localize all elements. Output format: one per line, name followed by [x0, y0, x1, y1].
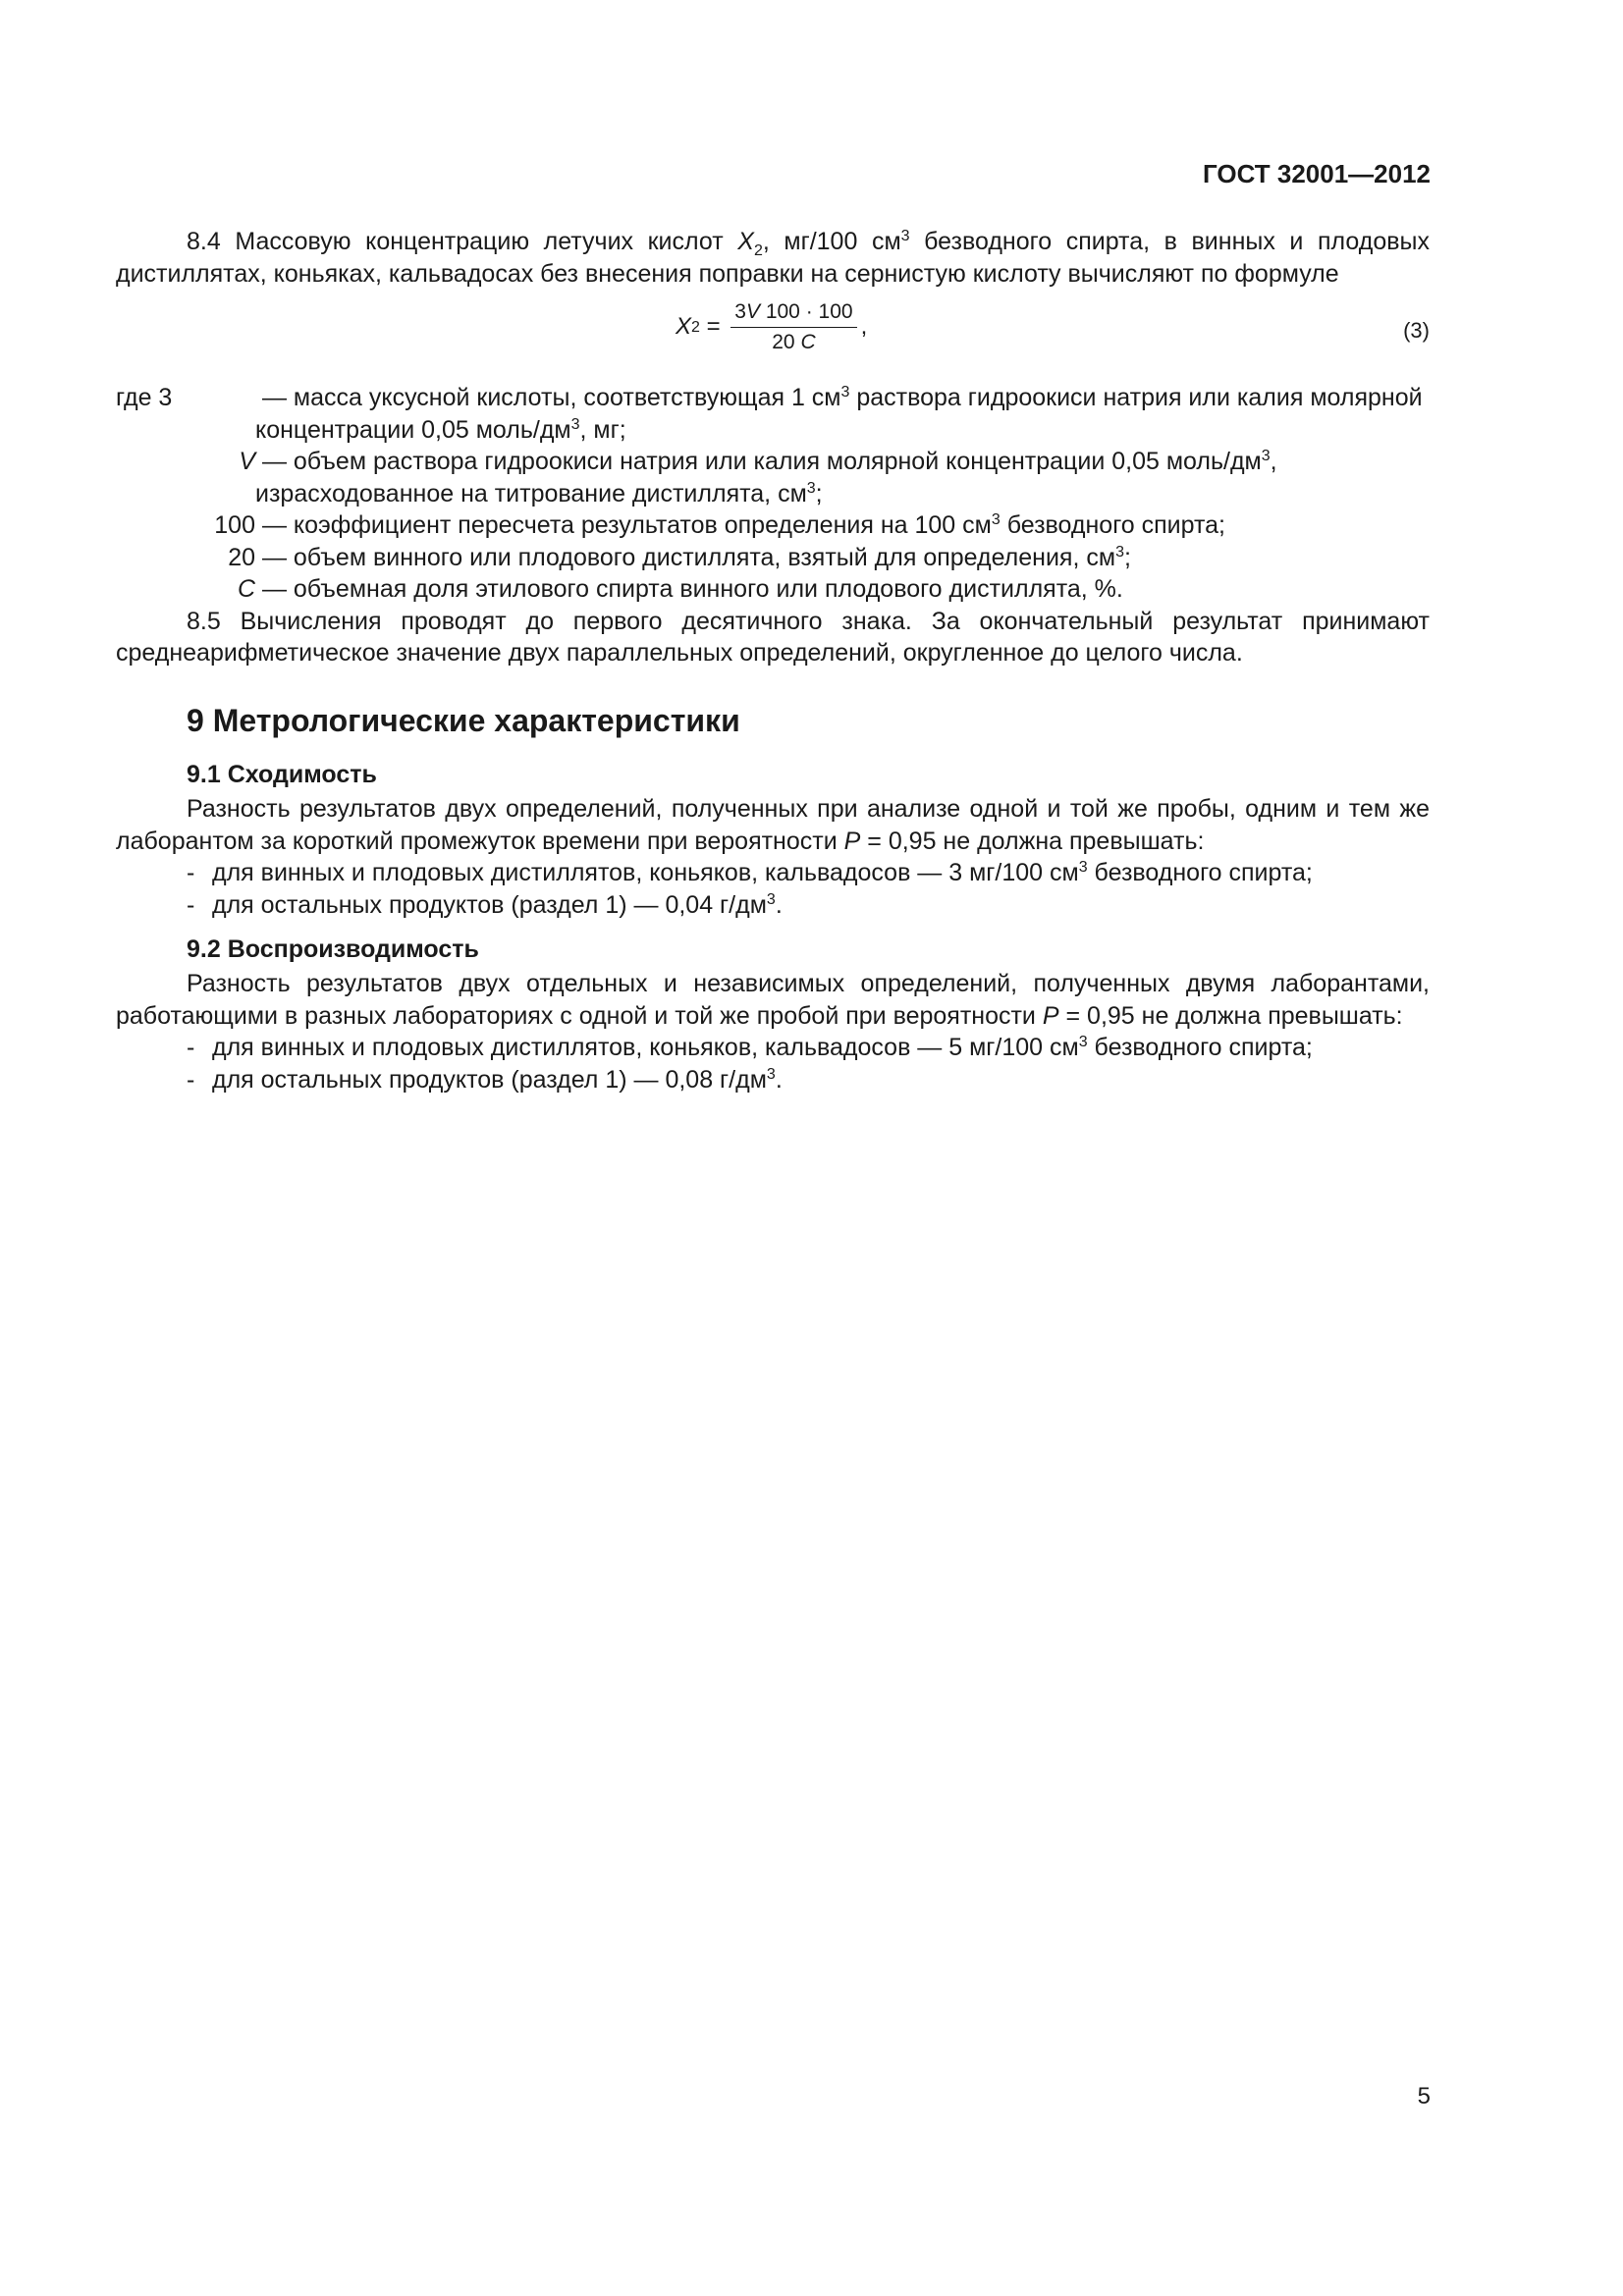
bullet-dash: -: [187, 859, 195, 886]
list-item-text: [212, 1064, 783, 1096]
dash: —: [255, 543, 294, 571]
clause-9-1-text: [116, 793, 1430, 857]
text-span: раствора гидроокиси натрия или калия молярной концентрации 0,05 моль/дм: [255, 384, 1423, 444]
den-var-c: C: [800, 331, 816, 353]
formula-3: X 2 = $\frac{3V 100 \cdot 100}{20 C}$ ,: [676, 297, 867, 357]
superscript: 3: [900, 228, 910, 244]
definition-text: [255, 446, 1430, 509]
text-span: = 0,95 не должна превышать:: [860, 827, 1205, 855]
formula-lhs-var: X: [676, 313, 692, 341]
clause-8-5: 8.5 Вычисления проводят до первого десятичного знака. За окончательный результат принимают среднеарифметическое значение двух параллельных определений, округленное до целого числа.: [116, 607, 1430, 667]
page-number: 5: [1417, 2083, 1431, 2109]
definition-v: [116, 446, 1430, 509]
equation-number: (3): [1403, 318, 1430, 343]
superscript: 3: [991, 511, 1001, 528]
variable-p: P: [843, 827, 861, 855]
superscript: 3: [766, 890, 776, 908]
text-span: для остальных продуктов (раздел 1) — 0,08 г/дм: [212, 1065, 767, 1094]
bullet-dash: -: [187, 1065, 195, 1094]
definition-symbol: где 3: [116, 384, 173, 411]
superscript: 3: [1078, 1034, 1088, 1050]
list-item: [116, 1032, 1430, 1064]
list-item-text: [212, 889, 783, 922]
text-span: масса уксусной кислоты, соответствующая 1 см: [293, 384, 841, 411]
variable-x: X: [737, 228, 754, 255]
definition-20: [116, 542, 1430, 574]
subsection-9-2-title: 9.2 Воспроизводимость: [187, 935, 479, 963]
text-span: ;: [1123, 543, 1131, 571]
text-span: безводного спирта;: [1087, 859, 1313, 886]
text-span: объем раствора гидроокиси натрия или калия молярной концентрации 0,05 моль/дм: [293, 448, 1262, 475]
formula-numerator: [730, 297, 856, 328]
definition-text: [255, 509, 1430, 542]
definition-symbol: [116, 446, 255, 509]
dash: —: [255, 384, 294, 411]
list-item: [116, 857, 1430, 889]
symbol-v: V: [239, 448, 255, 475]
num-var-v: V: [745, 300, 760, 323]
dash: —: [255, 575, 294, 603]
text-span: ;: [815, 479, 823, 507]
text-span: 8.4 Массовую концентрацию летучих кислот: [187, 228, 738, 255]
bullet-dash: -: [187, 1034, 195, 1061]
formula-comma: ,: [860, 313, 868, 341]
subsection-9-1-title: 9.1 Сходимость: [187, 761, 377, 788]
superscript: 3: [1261, 448, 1271, 464]
definition-symbol: [116, 573, 255, 606]
formula-denominator: [768, 328, 819, 357]
superscript: 3: [840, 384, 850, 400]
text-span: Разность результатов двух определений, полученных при анализе одной и той же пробы, одним и тем же лаборантом за короткий промежуток времени при вероятности: [116, 795, 1430, 855]
text-span: = 0,95 не должна превышать:: [1058, 1001, 1403, 1030]
num-part: 100 · 100: [759, 300, 853, 323]
definition-c: [116, 573, 1430, 606]
definition-100: [116, 509, 1430, 542]
text-span: , мг/100 см: [762, 228, 901, 255]
definition-text: [255, 542, 1430, 574]
list-item-text: [212, 1032, 1313, 1064]
superscript: 3: [806, 479, 816, 497]
text-span: объемная доля этилового спирта винного или плодового дистиллята, %.: [293, 575, 1123, 603]
clause-8-4: [116, 226, 1430, 290]
text-span: .: [775, 1065, 783, 1094]
body-text: [116, 226, 1430, 1095]
definition-text: [255, 382, 1430, 446]
superscript: 3: [1115, 543, 1124, 561]
superscript: 3: [766, 1065, 776, 1083]
list-item: [116, 889, 1430, 922]
num-part: 3: [734, 300, 746, 323]
text-span: Разность результатов двух отдельных и независимых определений, полученных двумя лаборантами, работающими в разных лабораториях с одной и той же пробой при вероятности: [116, 970, 1430, 1030]
definition-symbol: 100: [214, 511, 255, 539]
definition-symbol: 20: [228, 543, 255, 571]
text-span: безводного спирта;: [1087, 1034, 1313, 1061]
dash: —: [255, 511, 294, 539]
variable-p: P: [1042, 1001, 1059, 1030]
superscript: 3: [1078, 859, 1088, 876]
text-span: коэффициент пересчета результатов определения на 100 см: [293, 511, 992, 539]
text-span: .: [775, 890, 783, 919]
formula-row: [116, 295, 1430, 372]
section-9-title: 9 Метрологические характеристики: [187, 702, 740, 738]
clause-9-2-text: [116, 968, 1430, 1032]
formula-equals: =: [699, 313, 728, 341]
superscript: 3: [570, 415, 580, 433]
list-item: [116, 1064, 1430, 1096]
bullet-dash: -: [187, 890, 195, 919]
subscript: 2: [753, 242, 763, 259]
text-span: , израсходованное на титрование дистиллята, см: [255, 448, 1277, 507]
formula-fraction: [730, 297, 856, 357]
list-item-text: [212, 857, 1313, 889]
document-code: ГОСТ 32001—2012: [1203, 159, 1431, 188]
text-span: , мг;: [579, 415, 626, 444]
text-span: объем винного или плодового дистиллята, взятый для определения, см: [293, 543, 1116, 571]
text-span: безводного спирта, в винных и плодовых дистиллятах, коньяках, кальвадосах без внесения поправки на сернистую кислоту вычисляют по формуле: [116, 228, 1430, 288]
text-span: для остальных продуктов (раздел 1) — 0,04 г/дм: [212, 890, 767, 919]
text-span: для винных и плодовых дистиллятов, коньяков, кальвадосов — 5 мг/100 см: [212, 1034, 1079, 1061]
definition-3: [116, 382, 1430, 446]
definition-text: [255, 573, 1430, 606]
dash: —: [255, 448, 294, 475]
text-span: для винных и плодовых дистиллятов, коньяков, кальвадосов — 3 мг/100 см: [212, 859, 1079, 886]
symbol-c: C: [237, 575, 255, 603]
den-part: 20: [772, 331, 801, 353]
text-span: безводного спирта;: [1000, 511, 1225, 539]
